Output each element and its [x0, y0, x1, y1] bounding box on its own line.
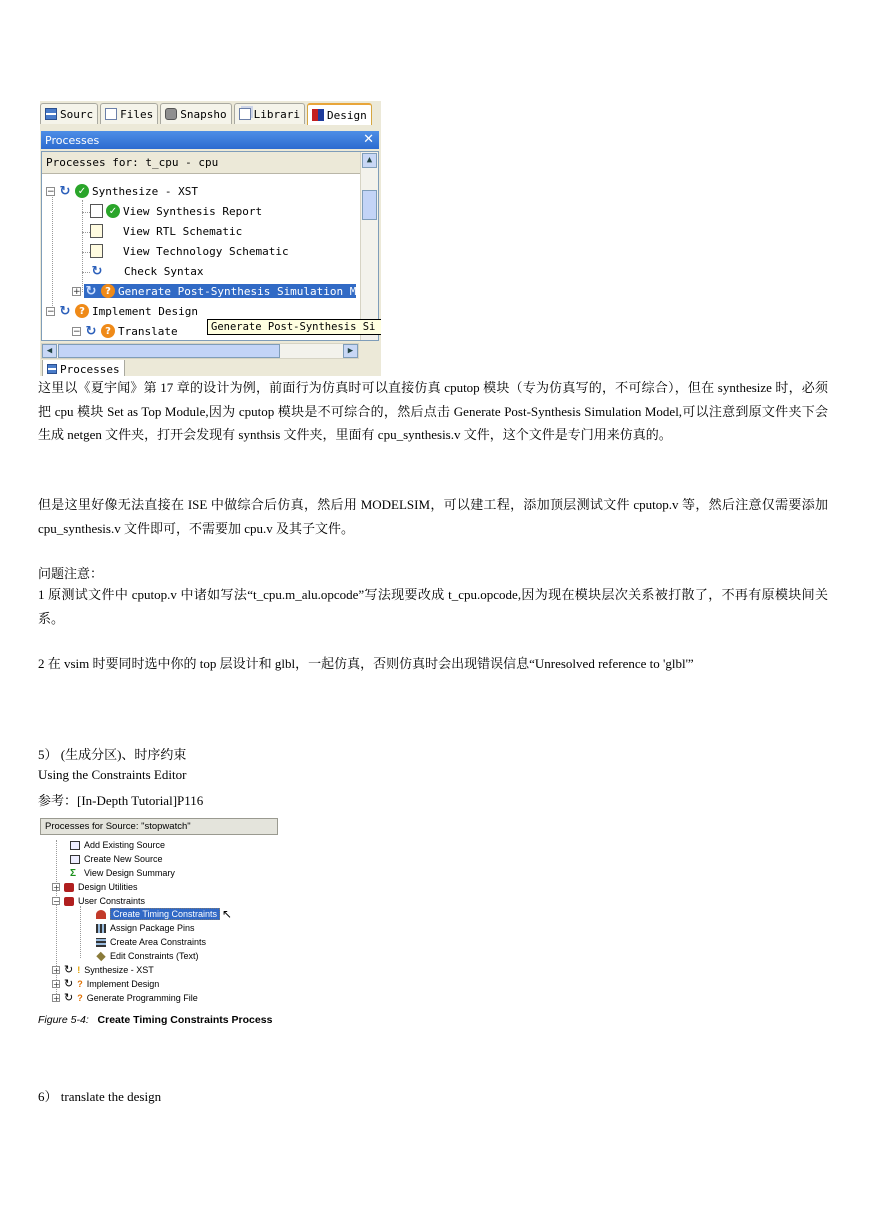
- tree-label: Implement Design: [92, 304, 198, 318]
- schematic-icon: [90, 224, 103, 238]
- run-icon: ↻: [85, 284, 97, 298]
- figure-number: Figure 5-4:: [38, 1014, 89, 1026]
- expand-icon[interactable]: +: [73, 286, 81, 297]
- horizontal-scrollbar[interactable]: [41, 343, 359, 359]
- processes-for-header: Processes for: t_cpu - cpu: [42, 152, 360, 174]
- figure-title: Create Timing Constraints Process: [97, 1014, 273, 1026]
- tree-item-create-area-constraints[interactable]: [96, 935, 206, 949]
- tree-label: Add Existing Source: [84, 840, 166, 850]
- tab-label: Librari: [253, 107, 300, 121]
- collapse-icon[interactable]: −: [47, 186, 55, 197]
- tree-label: Create New Source: [84, 854, 163, 864]
- paragraph-1: 这里以《夏宇闻》第 17 章的设计为例，前面行为仿真时可以直接仿真 cputop 模块（专为仿真写的，不可综合），但在 synthesize 时，必须把 cpu 模块 Set as Top Module,因为 cputop 模块是不可综合的，然后点击 Generate Post-Synthesis Simulation Model,可以注意到原文件夹下会生成 netgen 文件夹，打开会发现有 synthsis 文件夹，里面有 cpu_synthesis.v 文件，这个文件是专门用来仿真的。: [38, 380, 828, 442]
- run-icon: ↻: [91, 263, 103, 279]
- edit-icon: [96, 951, 105, 960]
- expand-icon[interactable]: +: [53, 980, 60, 989]
- expand-icon[interactable]: +: [53, 966, 60, 975]
- tree-label: Assign Package Pins: [110, 923, 195, 933]
- tab-files[interactable]: [100, 103, 158, 124]
- tree-item-add-existing-source[interactable]: [70, 838, 165, 852]
- tree-item-generate-post-synthesis[interactable]: [72, 282, 356, 300]
- panel-title-text: Processes: [45, 133, 100, 147]
- design-icon: [312, 109, 324, 121]
- tree-item-user-constraints[interactable]: [52, 894, 145, 908]
- question-icon: ?: [101, 324, 115, 338]
- tab-label: Processes: [60, 363, 120, 376]
- run-icon: ↻: [64, 978, 74, 990]
- tools-icon: [64, 897, 74, 906]
- paragraph-5: 2 在 vsim 时要同时选中你的 top 层设计和 glbl，一起仿真，否则仿真时会出现错误信息“Unresolved reference to 'glbl'”: [38, 656, 694, 671]
- libraries-icon: [239, 108, 251, 120]
- tree-label: Synthesize - XST: [84, 965, 154, 975]
- expand-icon[interactable]: +: [53, 883, 60, 892]
- tree-item-implement-design[interactable]: [52, 977, 159, 991]
- tree-label: Check Syntax: [124, 264, 204, 278]
- tab-label: Sourc: [60, 107, 94, 121]
- tree-label: User Constraints: [78, 896, 146, 906]
- figure-caption: [38, 1014, 272, 1026]
- section-5-subtitle: Using the Constraints Editor: [38, 767, 187, 782]
- timing-constraints-screenshot: [40, 818, 278, 1008]
- section-5-reference: 参考：[In-Depth Tutorial]P116: [38, 793, 204, 808]
- collapse-icon[interactable]: −: [53, 897, 60, 906]
- tooltip: Generate Post-Synthesis Si: [207, 319, 381, 335]
- processes-panel-title: [41, 131, 379, 149]
- scroll-right-icon[interactable]: ▶: [343, 344, 358, 358]
- tab-processes[interactable]: [42, 360, 125, 376]
- scroll-thumb[interactable]: [58, 344, 280, 358]
- tree-label: Translate: [118, 324, 178, 338]
- tree-item-synthesize[interactable]: [46, 182, 198, 200]
- summary-icon: Σ: [70, 867, 77, 879]
- tree-label: Generate Post-Synthesis Simulation M: [118, 284, 356, 298]
- tab-label: Snapsho: [180, 107, 227, 121]
- snapshot-icon: [165, 108, 177, 120]
- close-icon[interactable]: ✕: [363, 132, 374, 147]
- section-6-title: 6） translate the design: [38, 1089, 162, 1104]
- paragraph-3: 问题注意：: [38, 566, 104, 581]
- tree-label: Implement Design: [86, 979, 160, 989]
- tree-label: Create Timing Constraints: [110, 908, 220, 920]
- collapse-icon[interactable]: −: [47, 306, 55, 317]
- expand-icon[interactable]: +: [53, 994, 60, 1003]
- tree-item-assign-package-pins[interactable]: [96, 921, 195, 935]
- tree-item-implement-design[interactable]: [46, 302, 198, 320]
- scroll-thumb[interactable]: [362, 190, 377, 220]
- section-5-title: 5） (生成分区)、时序约束: [38, 747, 187, 762]
- run-icon: ↻: [64, 992, 74, 1004]
- tree-item-generate-programming-file[interactable]: [52, 991, 198, 1005]
- timing-icon: [96, 910, 106, 919]
- run-icon: ↻: [64, 964, 74, 976]
- vertical-scrollbar[interactable]: [360, 152, 378, 341]
- tree-item-check-syntax[interactable]: [90, 262, 203, 280]
- run-icon: ↻: [59, 183, 71, 199]
- tree-item-view-synthesis-report[interactable]: [90, 202, 262, 220]
- processes-icon: [47, 364, 57, 374]
- tools-icon: [64, 883, 74, 892]
- pins-icon: [96, 924, 106, 933]
- tree-label: View Synthesis Report: [123, 204, 263, 218]
- warning-icon: !: [77, 965, 81, 975]
- processes-for-source-header: Processes for Source: "stopwatch": [40, 818, 278, 835]
- tree-label: Edit Constraints (Text): [110, 951, 199, 961]
- tree-item-view-rtl-schematic[interactable]: [90, 222, 242, 240]
- new-source-icon: [70, 855, 80, 864]
- tree-label: View Design Summary: [84, 868, 175, 878]
- sources-icon: [45, 108, 57, 120]
- tree-item-view-technology-schematic[interactable]: [90, 242, 289, 260]
- scroll-left-icon[interactable]: ◀: [42, 344, 57, 358]
- panel-tab-bar: [40, 101, 381, 125]
- collapse-icon[interactable]: −: [73, 326, 81, 337]
- tree-label: Create Area Constraints: [110, 937, 207, 947]
- check-icon: ✓: [75, 184, 89, 198]
- tree-item-synthesize-xst[interactable]: [52, 963, 154, 977]
- tree-label: Generate Programming File: [86, 993, 198, 1003]
- tree-item-translate[interactable]: [72, 322, 178, 340]
- tree-label: Design Utilities: [78, 882, 138, 892]
- question-icon: ?: [77, 979, 83, 989]
- check-icon: ✓: [106, 204, 120, 218]
- run-icon: ↻: [85, 323, 97, 339]
- tree-label: View RTL Schematic: [123, 224, 243, 238]
- question-icon: ?: [101, 284, 115, 298]
- mouse-cursor-icon: ↖: [222, 907, 233, 921]
- question-icon: ?: [75, 304, 89, 318]
- run-icon: ↻: [59, 303, 71, 319]
- scroll-up-icon[interactable]: ▲: [362, 153, 377, 168]
- paragraph-4: 1 原测试文件中 cputop.v 中诸如写法“t_cpu.m_alu.opcode”写法现要改成 t_cpu.opcode,因为现在模块层次关系被打散了，不再有原模块间关系。: [38, 587, 828, 626]
- tab-libraries[interactable]: [234, 103, 305, 124]
- area-icon: [96, 938, 106, 947]
- tab-label: Files: [120, 107, 154, 121]
- tab-sources[interactable]: [40, 103, 98, 124]
- tab-snapshots[interactable]: [160, 103, 231, 124]
- tree-item-view-design-summary[interactable]: [70, 866, 175, 880]
- ise-processes-screenshot: [40, 101, 381, 376]
- tree-item-create-timing-constraints[interactable]: [96, 907, 232, 921]
- tree-item-design-utilities[interactable]: [52, 880, 138, 894]
- tab-label: Design: [326, 108, 367, 122]
- add-source-icon: [70, 841, 80, 850]
- process-tree: [41, 151, 379, 341]
- tab-design[interactable]: [307, 103, 372, 125]
- tree-item-create-new-source[interactable]: [70, 852, 163, 866]
- tree-label: View Technology Schematic: [123, 244, 289, 258]
- files-icon: [105, 108, 117, 120]
- schematic-icon: [90, 244, 103, 258]
- report-icon: [90, 204, 103, 218]
- question-icon: ?: [77, 993, 83, 1003]
- tree-item-edit-constraints-text[interactable]: [96, 949, 199, 963]
- paragraph-2: 但是这里好像无法直接在 ISE 中做综合后仿真，然后用 MODELSIM，可以建工程，添加顶层测试文件 cputop.v 等，然后注意仅需要添加 cpu_synthesis.v 文件即可，不需要加 cpu.v 及其子文件。: [38, 497, 828, 536]
- tree-label: Synthesize - XST: [92, 184, 198, 198]
